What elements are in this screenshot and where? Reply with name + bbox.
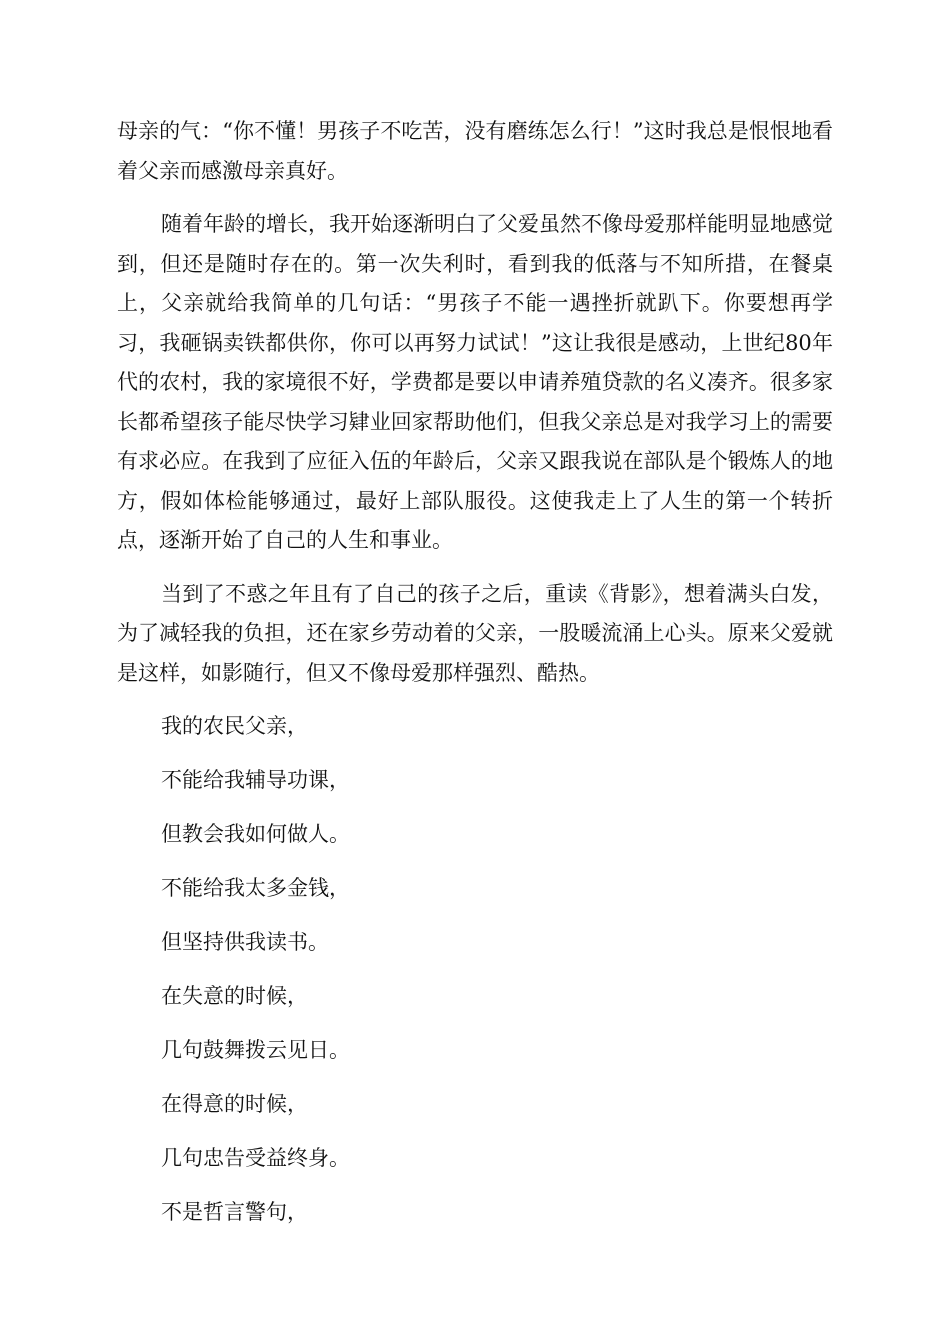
paragraph-3: 当到了不惑之年且有了自己的孩子之后，重读《背影》，想着满头白发，为了减轻我的负担，还在家乡劳动着的父亲，一股暖流涌上心头。原来父爱就是这样，如影随行，但又不像母爱那样强烈、酷热。 — [117, 581, 833, 685]
document-body — [117, 112, 833, 1247]
verse-line-7: 几句鼓舞拨云见日。 — [161, 1038, 350, 1062]
verse-line-2: 不能给我辅导功课， — [161, 768, 350, 792]
paragraph-1: 母亲的气：“你不懂！男孩子不吃苦，没有磨练怎么行！”这时我总是恨恨地看着父亲而感激母亲真好。 — [117, 119, 833, 183]
verse-line-3: 但教会我如何做人。 — [161, 822, 350, 846]
verse-line-5: 但坚持供我读书。 — [161, 930, 329, 954]
verse-line-8: 在得意的时候， — [161, 1092, 308, 1116]
verse-line-6: 在失意的时候， — [161, 984, 308, 1008]
verse-line-4: 不能给我太多金钱， — [161, 876, 350, 900]
verse-line-10: 不是哲言警句， — [161, 1200, 308, 1224]
paragraph-2: 随着年龄的增长，我开始逐渐明白了父爱虽然不像母爱那样能明显地感觉到，但还是随时存在的。第一次失利时，看到我的低落与不知所措，在餐桌上，父亲就给我简单的几句话：“男孩子不能一遇挫折就趴下。你要想再学习，我砸锅卖铁都供你，你可以再努力试试！”这让我很是感动，上世纪80年代的农村，我的家境很不好，学费都是要以申请养殖贷款的名义凑齐。很多家长都希望孩子能尽快学习肄业回家帮助他们，但我父亲总是对我学习上的需要有求必应。在我到了应征入伍的年龄后，父亲又跟我说在部队是个锻炼人的地方，假如体检能够通过，最好上部队服役。这使我走上了人生的第一个转折点，逐渐开始了自己的人生和事业。 — [117, 212, 833, 552]
verse-line-9: 几句忠告受益终身。 — [161, 1146, 350, 1170]
verse-line-1: 我的农民父亲， — [161, 714, 308, 738]
